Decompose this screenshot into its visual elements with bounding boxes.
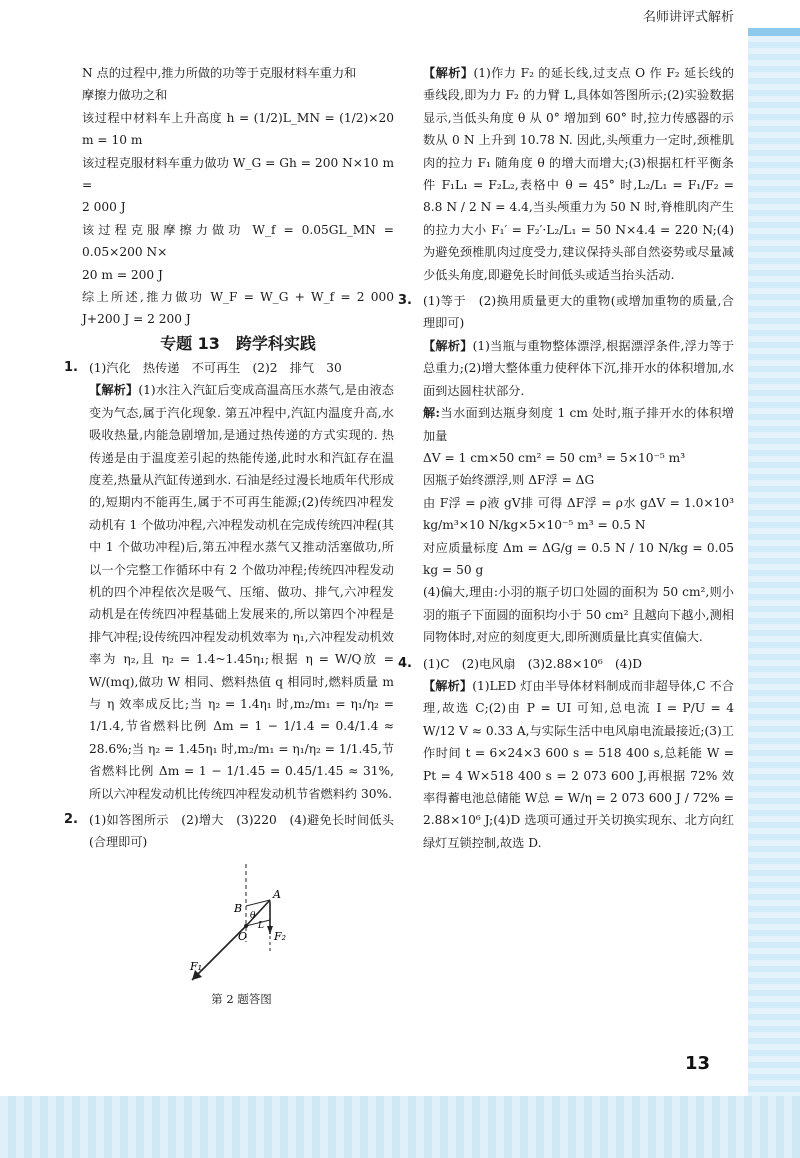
header-accent-bar — [748, 28, 800, 36]
left-column — [64, 62, 394, 1008]
analysis-text: (1)水注入汽缸后变成高温高压水蒸气,是由液态变为气态,属于汽化现象. 第五冲程中,汽缸内温度升高,水吸收热量,内能急剧增加,是通过热传递的方式实现的. 热传递是由于温度差引起的热能传递,此时水和汽缸存在温度差,热量从汽缸传递到水. 石油是经过漫长地质年代形成的,短期内不能再生,属于不可再生能源;(2)传统四冲程发动机有 1 个做功冲程,六冲程发动机在完成传统四冲程(其中 1 个做功冲程)后,第五冲程水蒸气又推动活塞做功,所以一个完整工作循环中有 2 个做功冲程;传统四冲程发动机的四个冲程依次是吸气、压缩、做功、排气,六冲程发动机是在传统四冲程基础上发展来的,所以第四个冲程是排气冲程;设传统四冲程发动机效率为 η₁,六冲程发动机效率为 η₂,且 η₂ = 1.4~1.45η₁;根据 η = W/Q放 = W/(mq),做功 W 相同、燃料热值 q 相同时,燃料质量 m 与 η 效率成反比;当 η₂ = 1.4η₁ 时,m₂/m₁ = η₁/η₂ = 1/1.4,节省燃料比例 Δm = 1 − 1/1.4 = 0.4/1.4 ≈ 28.6%;当 η₂ = 1.45η₁ 时,m₂/m₁ = η₁/η₂ = 1/1.45,节省燃料比例 Δm = 1 − 1/1.45 = 0.45/1.45 ≈ 31%,所以六冲程发动机比传统四冲程发动机节省燃料约 30%. — [89, 383, 394, 801]
label-l: L — [257, 920, 264, 931]
page-number: 13 — [684, 1053, 710, 1074]
text-line: N 点的过程中,推力所做的功等于克服材料车重力和 — [82, 66, 357, 80]
solution-line: 因瓶子始终漂浮,则 ΔF浮 = ΔG — [423, 473, 595, 488]
figure-caption: 第 2 题答图 — [211, 991, 272, 1006]
text-line: 综上所述,推力做功 W_F = W_G + W_f = 2 000 J+200 J = 2 200 J — [82, 290, 394, 327]
label-a: A — [272, 887, 281, 901]
question-2 — [64, 809, 394, 1008]
analysis-text: (1)LED 灯由半导体材料制成而非超导体,C 不合理,故选 C;(2)由 P = UI 可知,总电流 I = P/U = 4 W/12 V ≈ 0.33 A,与实际生活中电风扇电流最接近;(3)工作时间 t = 6×24×3 600 s = 518 400 s,总耗能 W = Pt = 4 W×518 400 s = 2 073 600 J,再根据 72% 效率得蓄电池总储能 W总 = W/η = 2 073 600 J / 72% = 2.88×10⁶ J;(4)D 选项可通过开关切换实现东、北方向红绿灯互锁控制,故选 D. — [423, 678, 734, 850]
analysis-tag: 【解析】 — [423, 678, 473, 693]
label-theta: θ — [249, 910, 255, 921]
text-line: 该过程中材料车上升高度 h = (1/2)L_MN = (1/2)×20 m = 10 m — [82, 110, 394, 148]
answer-line: (1)C (2)电风扇 (3)2.88×10⁶ (4)D — [423, 656, 643, 671]
answer-figure — [89, 862, 394, 1008]
solution-line — [423, 402, 734, 447]
answer-line: (1)如答图所示 (2)增大 (3)220 (4)避免长时间低头(合理即可) — [89, 813, 394, 850]
question-number: 2. — [64, 812, 78, 827]
analysis-tag: 【解析】 — [89, 383, 139, 398]
label-f2: F₂ — [273, 929, 286, 943]
label-o: O — [237, 929, 247, 943]
section-title: 专题 13 跨学科实践 — [160, 333, 316, 353]
analysis-paragraph — [89, 379, 394, 805]
text-line: 摩擦力做功之和 — [82, 88, 168, 103]
question-1 — [64, 357, 394, 805]
text-line: 20 m = 200 J — [82, 267, 163, 282]
page-header — [0, 0, 800, 34]
answer-line: (1)等于 (2)换用质量更大的重物(或增加重物的质量,合理即可) — [423, 294, 734, 331]
right-column — [398, 62, 735, 854]
analysis-paragraph — [423, 335, 734, 402]
bottom-band — [0, 1096, 800, 1158]
lever-diagram — [182, 862, 302, 990]
question-number: 4. — [398, 655, 412, 671]
solution-line: 由 F浮 = ρ液 gV排 可得 ΔF浮 = ρ水 gΔV = 1.0×10³ kg/m³×10 N/kg×5×10⁻⁵ m³ = 0.5 N — [423, 495, 734, 533]
analysis-text: (1)当瓶与重物整体漂浮,根据漂浮条件,浮力等于总重力;(2)增大整体重力使秤体下沉,排开水的体积增加,水面到达圆柱状部分. — [423, 338, 735, 398]
question-3 — [398, 290, 735, 649]
solution-text: 当水面到达瓶身刻度 1 cm 处时,瓶子排开水的体积增加量 — [423, 406, 734, 443]
analysis-tag: 【解析】 — [423, 66, 474, 80]
question-number: 3. — [398, 293, 412, 309]
part-4: (4)偏大,理由:小羽的瓶子切口处圆的面积为 50 cm²,则小羽的瓶子下面圆的面积均小于 50 cm² 且越向下越小,测相同物体时,对应的刻度更大,即所测质量比真实值偏大. — [423, 585, 734, 645]
text-line: 该过程克服摩擦力做功 W_f = 0.05GL_MN = 0.05×200 N× — [82, 222, 394, 260]
solution-line: ΔV = 1 cm×50 cm² = 50 cm³ = 5×10⁻⁵ m³ — [423, 450, 686, 465]
question-number: 1. — [64, 359, 78, 375]
q2-analysis — [416, 62, 734, 286]
solution-tag: 解: — [423, 406, 441, 421]
analysis-tag: 【解析】 — [423, 338, 473, 353]
answer-line: (1)汽化 热传递 不可再生 (2)2 排气 30 — [89, 360, 342, 375]
analysis-text: (1)作力 F₂ 的延长线,过支点 O 作 F₂ 延长线的垂线段,即为力 F₂ 的力臂 L,具体如答图所示;(2)实验数据显示,当低头角度 θ 从 0° 增加到 60° 时,拉力传感器的示数从 0 N 上升到 10.78 N. 因此,头颅重力一定时,颈椎肌肉的拉力 F₁ 随角度 θ 的增大而增大;(3)根据杠杆平衡条件 F₁L₁ = F₂L₂,表格中 θ = 45° 时,L₂/L₁ = F₁/F₂ = 8.8 N / 2 N = 4.4,当头颅重力为 50 N 时,脊椎肌肉产生的拉力大小 F₁′ = F₂′·L₂/L₁ = 50 N×4.4 = 220 N;(4)为避免颈椎肌肉过度受力,建议保持头部自然姿势或尽量减少低头角度,即避免长时间低头或适当抬头活动. — [423, 66, 735, 282]
continued-solution — [82, 62, 394, 331]
side-stripe — [748, 36, 800, 1096]
text-line: 该过程克服材料车重力做功 W_G = Gh = 200 N×10 m = — [82, 155, 394, 193]
pivot-point — [244, 924, 248, 928]
f2-arrowhead — [267, 926, 273, 934]
header-title: 名师讲评式解析 — [642, 10, 734, 25]
label-f1: F₁ — [189, 959, 202, 973]
analysis-paragraph — [423, 675, 734, 854]
question-4 — [398, 653, 734, 855]
solution-line: 对应质量标度 Δm = ΔG/g = 0.5 N / 10 N/kg = 0.05 kg = 50 g — [423, 540, 734, 577]
label-b: B — [233, 901, 242, 915]
text-line: 2 000 J — [82, 200, 126, 215]
